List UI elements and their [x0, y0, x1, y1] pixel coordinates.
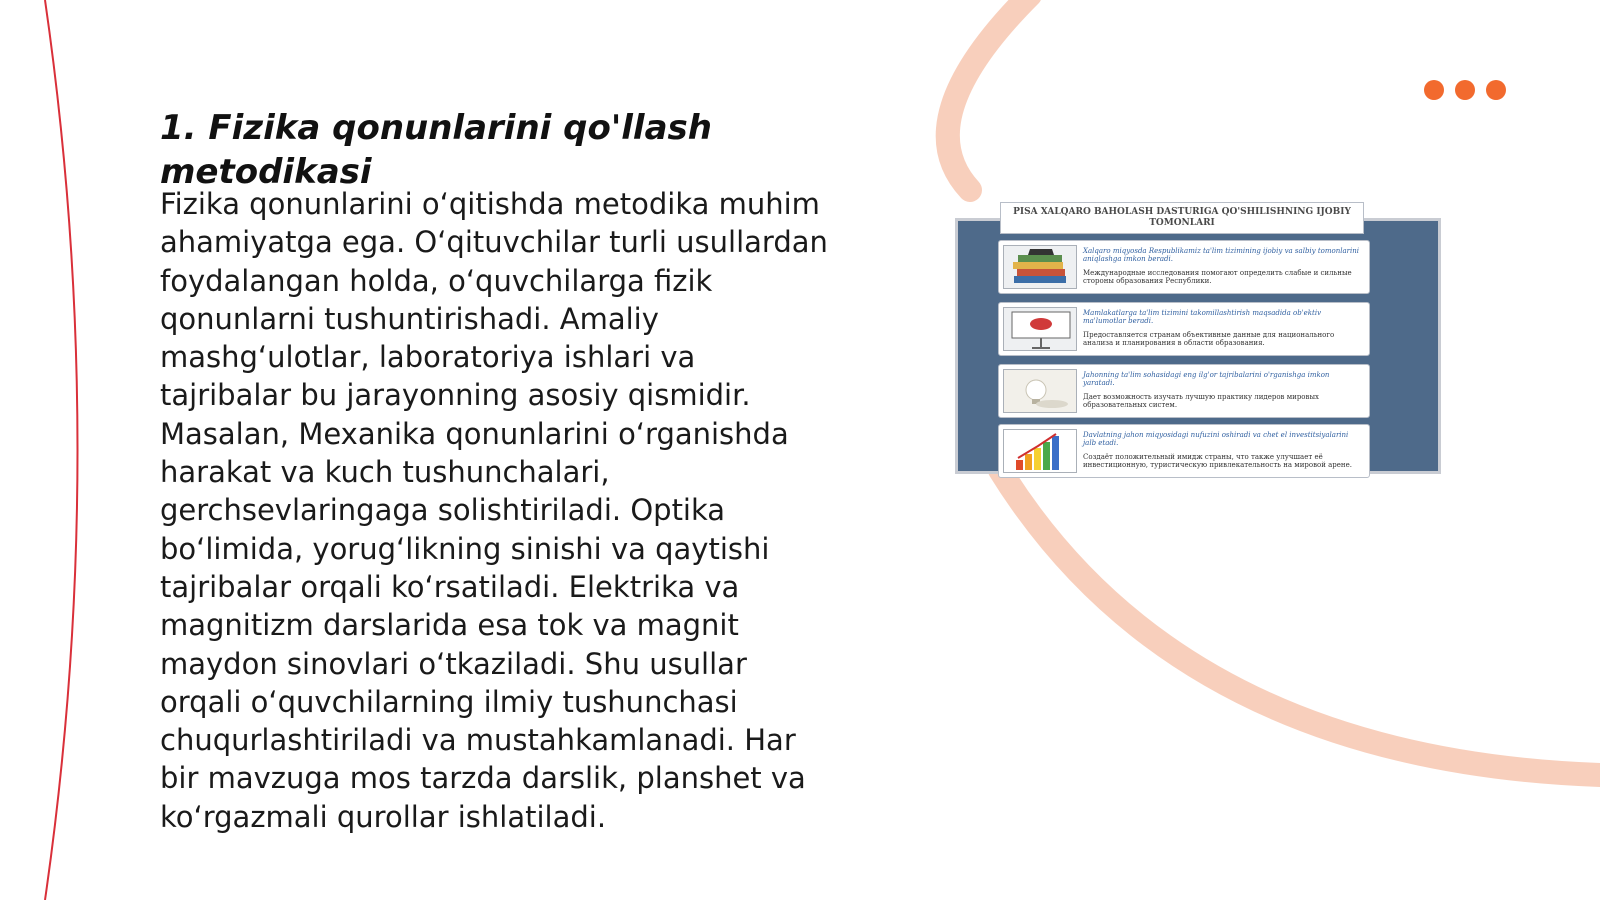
picture-row-text-ru: Дает возможность изучать лучшую практику лидеров мировых образовательных систем.: [1083, 393, 1319, 409]
left-red-line: [45, 0, 78, 900]
slide-title: 1. Fizika qonunlarini qo'llash metodikasi: [160, 108, 712, 192]
picture-row-text-uz: Davlatning jahon miqyosidagi nufuzini oshiradi va chet el investitsiyalarini jalb etadi.: [1083, 431, 1349, 447]
presentation-icon: [1003, 307, 1077, 351]
picture-row-text-ru: Предоставляется странам объективные данные для национального анализа и планирования в области образования.: [1083, 331, 1335, 347]
bar-chart-icon: [1003, 429, 1077, 473]
picture-row: [998, 364, 1370, 418]
picture-row-text-ru: Создаёт положительный имидж страны, что также улучшает её инвестиционную, туристическую привлекательность на мировой арене.: [1083, 453, 1352, 469]
picture-row: [998, 424, 1370, 478]
dot-icon: [1486, 80, 1506, 100]
picture-row-text-uz: Xalqaro miqyosda Respublikamiz ta'lim tizimining ijobiy va salbiy tomonlarini aniqlashga imkon beradi.: [1083, 247, 1359, 263]
picture-header: PISA XALQARO BAHOLASH DASTURIGA QO'SHILISHNING IJOBIY TOMONLARI: [1000, 202, 1364, 234]
picture-row: [998, 302, 1370, 356]
dot-icon: [1455, 80, 1475, 100]
books-icon: [1003, 245, 1077, 289]
lightbulb-icon: [1003, 369, 1077, 413]
slide-body-text: Fizika qonunlarini o‘qitishda metodika muhim ahamiyatga ega. O‘qituvchilar turli usullardan foydalangan holda, o‘quvchilarga fizik qonunlarni tushuntirishadi. Amaliy mashg‘ulotlar, laboratoriya ishlari va tajribalar bu jarayonning asosiy qismidir. Masalan, Mexanika qonunlarini o‘rganishda harakat va kuch tushunchalari, gerchsevlaringaga solishtiriladi. Optika bo‘limida, yorug‘likning sinishi va qaytishi tajribalar orqali ko‘rsatiladi. Elektrika va magnitizm darslarida esa tok va magnit maydon sinovlari o‘tkaziladi. Shu usullar orqali o‘quvchilarning ilmiy tushunchasi chuqurlashtiriladi va mustahkamlanadi. Har bir mavzuga mos tarzda darslik, planshet va ko‘rgazmali qurollar ishlatiladi.: [160, 187, 828, 834]
picture-row: [998, 240, 1370, 294]
picture-row-text-uz: Jahonning ta'lim sohasidagi eng ilg'or tajribalarini o'rganishga imkon yaratadi.: [1083, 371, 1330, 387]
dot-icon: [1424, 80, 1444, 100]
picture-row-text-ru: Международные исследования помогают определить слабые и сильные стороны образования Республики.: [1083, 269, 1352, 285]
picture-row-text-uz: Mamlakatlarga ta'lim tizimini takomillashtirish maqsadida ob'ektiv ma'lumotlar beradi.: [1083, 309, 1322, 325]
slide-dots: [1424, 80, 1506, 100]
